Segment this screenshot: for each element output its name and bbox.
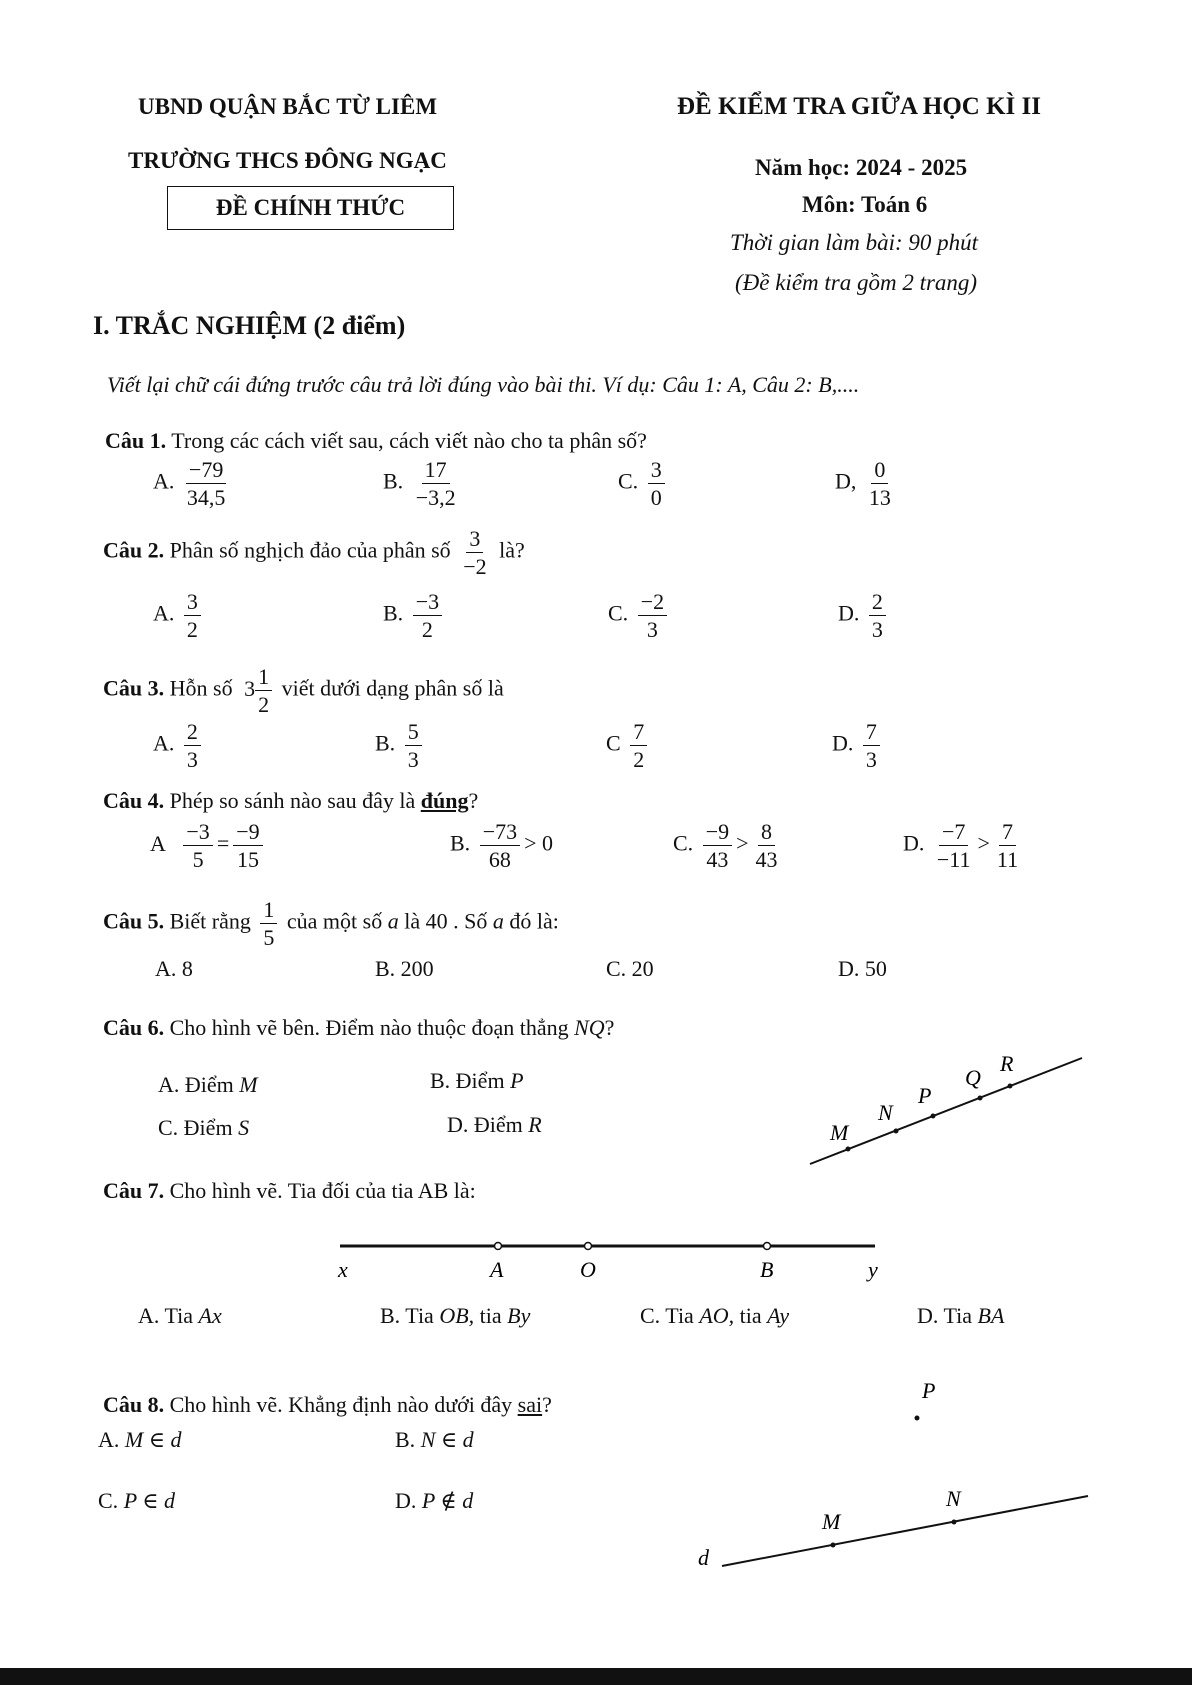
denominator: 15: [236, 847, 259, 873]
option-text: tia: [479, 1303, 502, 1328]
option-text: B. Điểm: [430, 1068, 505, 1093]
label-p: P: [922, 1378, 936, 1403]
ray-name: OB,: [439, 1303, 475, 1328]
q2-option-a: [153, 590, 205, 641]
fraction: [994, 820, 1021, 871]
q2-option-b: [383, 590, 446, 641]
denominator: 2: [186, 617, 198, 643]
option-letter: C.: [618, 468, 639, 494]
numerator: 5: [405, 720, 422, 746]
q6-option-d: [447, 1112, 542, 1138]
option-expression: P ∈ d: [123, 1488, 176, 1513]
question-text-end: là?: [499, 537, 525, 563]
q3-option-d: [832, 720, 884, 771]
label-y: y: [868, 1257, 878, 1282]
option-letter: D.: [395, 1488, 417, 1513]
numerator: −9: [703, 820, 732, 846]
fraction: [413, 458, 459, 509]
point-name: R: [528, 1112, 542, 1137]
option-text: D. Tia: [917, 1303, 973, 1328]
option-text: D. Điểm: [447, 1112, 523, 1137]
label-p: P: [918, 1083, 932, 1108]
point-p: [931, 1114, 936, 1119]
option-letter: D,: [835, 468, 857, 494]
operator: >: [736, 830, 749, 856]
option-letter: A.: [153, 730, 175, 756]
school-name: TRƯỜNG THCS ĐÔNG NGẠC: [128, 148, 447, 173]
fraction: [869, 590, 886, 641]
denominator: 68: [488, 847, 511, 873]
numerator: 3: [466, 527, 483, 553]
ray-name: By: [507, 1303, 531, 1328]
numerator: −79: [186, 458, 226, 484]
fraction: [413, 590, 442, 641]
q1-option-b: [383, 458, 463, 509]
question-label: Câu 1.: [105, 428, 167, 453]
mixed-whole: 3: [244, 675, 256, 701]
denominator: 5: [263, 925, 275, 951]
q6-figure: [800, 1040, 1100, 1170]
q8-figure: [690, 1370, 1100, 1570]
q3-option-a: [153, 720, 205, 771]
question-text: Biết rằng: [169, 908, 251, 934]
question-1: [105, 428, 647, 454]
label-b: B: [760, 1257, 774, 1282]
point-name: P: [510, 1068, 524, 1093]
numerator: −73: [480, 820, 520, 846]
question-label: Câu 7.: [103, 1178, 165, 1203]
option-letter: C.: [98, 1488, 119, 1513]
q7-option-b: [380, 1303, 530, 1329]
q4-option-a: [150, 820, 267, 871]
section-instruction: Viết lại chữ cái đứng trước câu trả lời đúng vào bài thi. Ví dụ: Câu 1: A, Câu 2: B,....: [107, 372, 860, 397]
denominator: 2: [258, 692, 270, 718]
exam-title: ĐỀ KIỂM TRA GIỮA HỌC KÌ II: [677, 93, 1041, 120]
fraction: [405, 720, 422, 771]
q1-option-c: [618, 458, 669, 509]
numerator: 7: [630, 720, 647, 746]
label-q: Q: [965, 1065, 981, 1090]
q7-figure: [320, 1225, 900, 1285]
option-text: B. Tia: [380, 1303, 434, 1328]
q1-option-d: [835, 458, 898, 509]
exam-duration: Thời gian làm bài: 90 phút: [730, 230, 979, 255]
question-6: [103, 1015, 614, 1041]
q2-option-c: [608, 590, 671, 641]
denominator: 11: [996, 847, 1019, 873]
label-x: x: [338, 1257, 348, 1282]
label-o: O: [580, 1257, 596, 1282]
option-letter: B.: [395, 1427, 416, 1452]
numerator: 1: [255, 665, 272, 691]
school-year: Năm học: 2024 - 2025: [755, 155, 968, 180]
fraction: [183, 820, 212, 871]
q7-option-d: [917, 1303, 1004, 1329]
numerator: −9: [233, 820, 262, 846]
question-text-end: đó là:: [509, 908, 559, 934]
option-letter: A: [150, 830, 166, 856]
point-m: [846, 1147, 851, 1152]
option-letter: D.: [832, 730, 854, 756]
numerator: 3: [648, 458, 665, 484]
numerator: −3: [413, 590, 442, 616]
label-d: d: [698, 1545, 709, 1570]
q8-option-d: [395, 1488, 473, 1514]
question-text: Phép so sánh nào sau đây là: [169, 788, 416, 813]
label-a: A: [490, 1257, 504, 1282]
q7-option-c: [640, 1303, 789, 1329]
question-mark: ?: [604, 1015, 615, 1040]
fraction: [460, 527, 489, 578]
point-name: M: [239, 1072, 258, 1097]
numerator: 0: [871, 458, 888, 484]
option-expression: M ∈ d: [124, 1427, 182, 1452]
option-letter: B.: [450, 830, 471, 856]
question-label: Câu 2.: [103, 537, 165, 563]
numerator: 7: [863, 720, 880, 746]
point-o: [585, 1243, 592, 1250]
option-letter: C.: [608, 600, 629, 626]
q5-option-b: B. 200: [375, 956, 434, 981]
fraction: [184, 590, 201, 641]
fraction: [184, 720, 201, 771]
q5-option-d: D. 50: [838, 956, 887, 981]
question-text-mid2: là 40 . Số: [404, 908, 488, 934]
question-label: Câu 8.: [103, 1392, 165, 1417]
denominator: 3: [871, 617, 883, 643]
numerator: 17: [422, 458, 450, 484]
q8-option-b: [395, 1427, 474, 1453]
question-text: Cho hình vẽ bên. Điểm nào thuộc đoạn thẳng: [169, 1015, 569, 1040]
fraction: [260, 898, 277, 949]
fraction: [255, 665, 272, 716]
ray-name: Ax: [198, 1303, 222, 1328]
option-letter: A.: [153, 600, 175, 626]
variable: a: [387, 908, 399, 934]
denominator: 43: [755, 847, 778, 873]
point-a: [495, 1243, 502, 1250]
numerator: 1: [260, 898, 277, 924]
question-label: Câu 3.: [103, 675, 165, 701]
fraction: [753, 820, 781, 871]
question-7: [103, 1178, 476, 1204]
option-letter: B.: [375, 730, 396, 756]
label-m: M: [830, 1120, 849, 1145]
point-n: [952, 1520, 957, 1525]
question-text: Cho hình vẽ. Tia đối của tia AB là:: [169, 1178, 476, 1203]
ray-name: Ay: [767, 1303, 790, 1328]
denominator: 43: [706, 847, 729, 873]
numerator: 2: [869, 590, 886, 616]
denominator: 3: [407, 747, 419, 773]
option-expression: P ∉ d: [421, 1488, 474, 1513]
fraction: [863, 720, 880, 771]
option-letter: C.: [673, 830, 694, 856]
fraction: [233, 820, 262, 871]
denominator: 3: [646, 617, 658, 643]
point-n: [894, 1129, 899, 1134]
option-expression: N ∈ d: [420, 1427, 474, 1452]
question-text-end: viết dưới dạng phân số là: [281, 675, 504, 701]
question-text: Trong các cách viết sau, cách viết nào cho ta phân số?: [171, 428, 647, 453]
option-letter: A.: [98, 1427, 120, 1452]
q3-option-c: [606, 720, 651, 771]
ray-name: AO,: [699, 1303, 735, 1328]
question-3: [103, 665, 504, 716]
question-text: Cho hình vẽ. Khẳng định nào dưới đây: [169, 1392, 513, 1417]
section-title: I. TRẮC NGHIỆM (2 điểm): [93, 311, 406, 340]
question-8: [103, 1392, 552, 1418]
segment-name: NQ: [574, 1015, 605, 1040]
fraction: [184, 458, 229, 509]
fraction: [630, 720, 647, 771]
label-m: M: [822, 1509, 841, 1534]
q8-option-a: [98, 1427, 182, 1453]
denominator: 3: [186, 747, 198, 773]
q6-option-a: [158, 1072, 258, 1098]
question-text-mid: của một số: [286, 908, 383, 934]
option-text: A. Tia: [138, 1303, 194, 1328]
fraction: [934, 820, 974, 871]
emphasis-word: đúng: [420, 788, 469, 813]
fraction: [480, 820, 520, 871]
label-n: N: [878, 1100, 893, 1125]
question-label: Câu 6.: [103, 1015, 165, 1040]
point-name: S: [238, 1115, 250, 1140]
option-text: C. Điểm: [158, 1115, 233, 1140]
q6-option-c: [158, 1115, 249, 1141]
point-p: [915, 1416, 920, 1421]
q4-option-b: [450, 820, 553, 871]
operator: >: [977, 830, 990, 856]
q5-option-c: C. 20: [606, 956, 654, 981]
question-label: Câu 4.: [103, 788, 165, 813]
comparison: > 0: [524, 830, 554, 856]
fraction: [866, 458, 894, 509]
numerator: 7: [999, 820, 1016, 846]
line-d: [722, 1496, 1088, 1566]
option-text: tia: [739, 1303, 762, 1328]
q2-option-d: [838, 590, 890, 641]
question-text: Hỗn số: [169, 675, 233, 701]
point-q: [978, 1096, 983, 1101]
numerator: 2: [184, 720, 201, 746]
numerator: 8: [758, 820, 775, 846]
option-letter: D.: [903, 830, 925, 856]
question-mark: ?: [542, 1392, 552, 1417]
point-b: [764, 1243, 771, 1250]
q1-option-a: [153, 458, 232, 509]
fraction: [703, 820, 732, 871]
question-5: [103, 898, 559, 949]
q4-option-d: [903, 820, 1025, 871]
denominator: −2: [463, 554, 487, 580]
point-r: [1008, 1084, 1013, 1089]
option-letter: B.: [383, 468, 404, 494]
numerator: 3: [184, 590, 201, 616]
label-r: R: [1000, 1051, 1014, 1076]
denominator: 0: [650, 485, 662, 511]
q7-option-a: [138, 1303, 222, 1329]
label-n: N: [946, 1486, 961, 1511]
option-text: A. Điểm: [158, 1072, 234, 1097]
numerator: −7: [939, 820, 968, 846]
q4-option-c: [673, 820, 785, 871]
option-letter: C: [606, 730, 621, 756]
district-name: UBND QUẬN BẮC TỪ LIÊM: [138, 94, 438, 119]
line: [810, 1058, 1082, 1164]
scan-edge-band: [0, 1668, 1192, 1685]
emphasis-word: sai: [517, 1392, 543, 1417]
question-mark: ?: [468, 788, 479, 813]
option-letter: B.: [383, 600, 404, 626]
denominator: −3,2: [415, 485, 456, 511]
denominator: 2: [633, 747, 645, 773]
ray-name: BA: [977, 1303, 1005, 1328]
operator: =: [216, 830, 230, 856]
denominator: 5: [192, 847, 204, 873]
page-count: (Đề kiểm tra gồm 2 trang): [735, 270, 978, 295]
question-text: Phân số nghịch đảo của phân số: [169, 537, 451, 563]
numerator: −3: [183, 820, 212, 846]
fraction: [648, 458, 665, 509]
option-text: C. Tia: [640, 1303, 694, 1328]
question-2: [103, 527, 525, 578]
option-letter: A.: [153, 468, 175, 494]
denominator: 2: [421, 617, 433, 643]
q3-option-b: [375, 720, 426, 771]
q8-option-c: [98, 1488, 175, 1514]
denominator: 13: [868, 485, 891, 511]
denominator: 34,5: [186, 485, 226, 511]
q5-option-a: A. 8: [155, 956, 193, 981]
variable: a: [492, 908, 504, 934]
denominator: −11: [936, 847, 971, 873]
official-exam-box: ĐỀ CHÍNH THỨC: [167, 186, 454, 230]
denominator: 3: [865, 747, 877, 773]
point-m: [831, 1543, 836, 1548]
subject: Môn: Toán 6: [802, 192, 928, 217]
numerator: −2: [638, 590, 667, 616]
question-label: Câu 5.: [103, 908, 165, 934]
fraction: [638, 590, 667, 641]
option-letter: D.: [838, 600, 860, 626]
question-4: [103, 788, 478, 814]
q6-option-b: [430, 1068, 524, 1094]
